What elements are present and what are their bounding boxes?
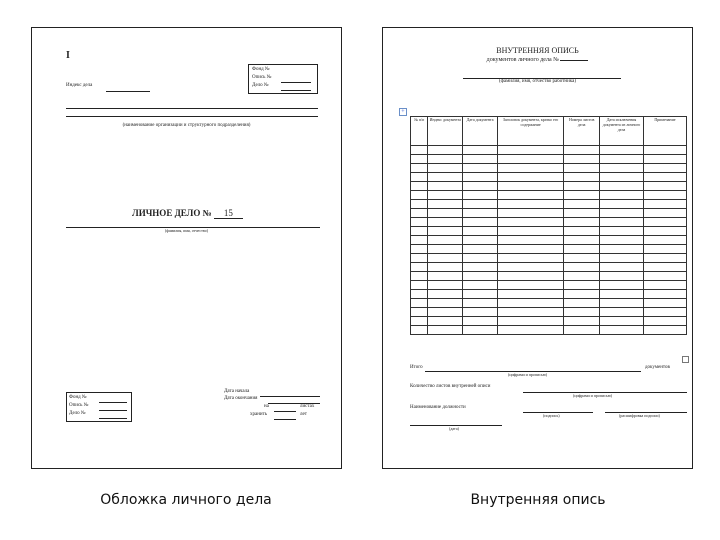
table-cell[interactable] [463,173,498,182]
table-cell[interactable] [564,200,600,209]
table-cell[interactable] [600,236,644,245]
total-suffix: документов [645,365,670,370]
table-cell[interactable] [564,317,600,326]
table-cell[interactable] [497,254,563,263]
date-caption: (дата) [449,426,459,431]
table-cell[interactable] [411,209,428,218]
table-cell[interactable] [463,299,498,308]
cover-mark: I [66,50,70,61]
table-row [411,299,687,308]
table-cell[interactable] [643,146,686,155]
inventory-label: Опись № [252,75,272,80]
table-cell[interactable] [643,290,686,299]
inventory-table [410,116,687,335]
table-cell[interactable] [643,308,686,317]
table-row [411,290,687,299]
table-cell[interactable] [643,236,686,245]
table-cell[interactable] [564,281,600,290]
table-cell[interactable] [463,236,498,245]
table-cell[interactable] [497,191,563,200]
digits-caption: (цифрами и прописью) [508,372,548,377]
table-cell[interactable] [428,245,463,254]
table-cell[interactable] [600,272,644,281]
column-header: Заголовок документа, кратко его содержание [497,117,563,146]
fund-label: Фонд № [69,395,87,400]
table-cell[interactable] [411,254,428,263]
table-cell[interactable] [643,281,686,290]
table-cell[interactable] [564,155,600,164]
position-label: Наименование должности [410,405,466,410]
table-cell[interactable] [643,263,686,272]
case-number: 15 [214,208,243,219]
table-cell[interactable] [564,272,600,281]
title-text: ЛИЧНОЕ ДЕЛО № [132,208,212,218]
table-cell[interactable] [463,245,498,254]
table-cell[interactable] [428,182,463,191]
table-cell[interactable] [600,245,644,254]
table-cell[interactable] [497,227,563,236]
column-header: Примечание [643,117,686,146]
cover-title [132,208,243,218]
table-cell[interactable] [463,317,498,326]
table-cell[interactable] [428,173,463,182]
table-cell[interactable] [497,308,563,317]
table-cell[interactable] [411,326,428,335]
table-row [411,272,687,281]
table-cell[interactable] [428,227,463,236]
table-cell[interactable] [428,263,463,272]
table-row [411,182,687,191]
table-cell[interactable] [428,299,463,308]
cover-page [31,27,342,469]
table-cell[interactable] [411,227,428,236]
table-cell[interactable] [411,155,428,164]
table-cell[interactable] [497,326,563,335]
table-cell[interactable] [428,200,463,209]
table-row [411,164,687,173]
table-cell[interactable] [600,146,644,155]
table-cell[interactable] [600,263,644,272]
table-cell[interactable] [643,227,686,236]
table-cell[interactable] [564,326,600,335]
table-cell[interactable] [411,263,428,272]
column-header: Номера листов дела [564,117,600,146]
fund-label: Фонд № [252,67,270,72]
table-cell[interactable] [411,236,428,245]
table-cell[interactable] [564,308,600,317]
table-cell[interactable] [497,173,563,182]
table-cell[interactable] [463,308,498,317]
table-cell[interactable] [564,182,600,191]
table-cell[interactable] [600,254,644,263]
table-cell[interactable] [600,164,644,173]
table-cell[interactable] [643,218,686,227]
table-cell[interactable] [643,200,686,209]
table-cell[interactable] [600,218,644,227]
table-row [411,173,687,182]
table-cell[interactable] [600,173,644,182]
table-cell[interactable] [411,281,428,290]
table-cell[interactable] [411,299,428,308]
table-cell[interactable] [497,155,563,164]
table-row [411,155,687,164]
table-cell[interactable] [564,254,600,263]
table-cell[interactable] [564,290,600,299]
table-row [411,245,687,254]
table-cell[interactable] [411,146,428,155]
table-cell[interactable] [600,182,644,191]
subtitle-text: документов личного дела № [486,57,559,63]
table-cell[interactable] [463,164,498,173]
table-cell[interactable] [463,290,498,299]
table-cell[interactable] [643,182,686,191]
sheets-label: Количество листов внутренней описи [410,384,491,389]
table-cell[interactable] [428,155,463,164]
table-cell[interactable] [463,263,498,272]
table-cell[interactable] [643,173,686,182]
table-row [411,263,687,272]
table-cell[interactable] [643,245,686,254]
table-row [411,236,687,245]
table-cell[interactable] [463,281,498,290]
table-cell[interactable] [564,191,600,200]
column-header: Дата документа [463,117,498,146]
table-cell[interactable] [411,182,428,191]
table-cell[interactable] [428,209,463,218]
table-cell[interactable] [428,236,463,245]
table-cell[interactable] [428,290,463,299]
table-cell[interactable] [463,155,498,164]
table-cell[interactable] [600,281,644,290]
table-cell[interactable] [643,164,686,173]
caption-inventory: Внутренняя опись [470,492,606,508]
table-cell[interactable] [600,200,644,209]
table-cell[interactable] [643,272,686,281]
table-cell[interactable] [428,272,463,281]
archive-box-bottom [66,392,132,422]
table-cell[interactable] [497,200,563,209]
table-row [411,191,687,200]
column-header: Индекс документа [428,117,463,146]
table-cell[interactable] [643,191,686,200]
caption-cover: Обложка личного дела [100,492,272,508]
store-label: хранить [250,412,268,417]
table-cell[interactable] [497,290,563,299]
table-move-handle-icon[interactable]: + [399,108,407,116]
table-cell[interactable] [600,308,644,317]
table-cell[interactable] [600,191,644,200]
table-cell[interactable] [411,290,428,299]
table-row [411,227,687,236]
table-cell[interactable] [564,227,600,236]
table-cell[interactable] [428,254,463,263]
table-cell[interactable] [428,191,463,200]
org-caption: (наименование организации и структурного подразделения) [122,123,251,128]
inventory-page [382,27,693,469]
column-header: Дата исключения документа из личного дела [600,117,644,146]
table-row [411,218,687,227]
table-cell[interactable] [428,281,463,290]
table-cell[interactable] [600,290,644,299]
table-cell[interactable] [463,209,498,218]
table-cell[interactable] [497,281,563,290]
table-cell[interactable] [564,173,600,182]
store-suffix: лет [300,412,307,417]
table-row [411,317,687,326]
table-cell[interactable] [411,173,428,182]
name-caption: (фамилия, имя, отчество) [164,228,209,233]
table-cell[interactable] [411,200,428,209]
table-cell[interactable] [564,164,600,173]
table-cell[interactable] [428,317,463,326]
table-cell[interactable] [411,164,428,173]
table-cell[interactable] [428,308,463,317]
digits-caption-2: (цифрами и прописью) [573,393,613,398]
table-cell[interactable] [428,164,463,173]
table-row [411,308,687,317]
table-cell[interactable] [643,317,686,326]
table-cell[interactable] [643,209,686,218]
table-cell[interactable] [497,218,563,227]
table-row [411,254,687,263]
table-row [411,200,687,209]
table-cell[interactable] [463,254,498,263]
table-cell[interactable] [600,299,644,308]
table-cell[interactable] [600,317,644,326]
table-row [411,146,687,155]
table-cell[interactable] [497,209,563,218]
table-cell[interactable] [411,272,428,281]
table-cell[interactable] [411,191,428,200]
table-cell[interactable] [497,272,563,281]
table-cell[interactable] [564,245,600,254]
table-cell[interactable] [564,299,600,308]
table-cell[interactable] [564,236,600,245]
table-cell[interactable] [497,245,563,254]
table-cell[interactable] [600,209,644,218]
table-cell[interactable] [497,263,563,272]
end-date-label: Дата окончания [224,396,258,401]
table-cell[interactable] [497,164,563,173]
inventory-subtitle [383,57,692,63]
case-label: Дело № [252,83,269,88]
case-label: Дело № [69,411,86,416]
inventory-title: ВНУТРЕННЯЯ ОПИСЬ [496,46,579,55]
inventory-label: Опись № [69,403,89,408]
table-row [411,209,687,218]
column-header: № п/п [411,117,428,146]
table-cell[interactable] [497,236,563,245]
sheets-prefix: на [264,404,269,409]
employee-caption: (фамилия, имя, отчество работника) [498,79,576,84]
total-label: Итого [410,365,423,370]
table-cell[interactable] [643,155,686,164]
table-cell[interactable] [497,299,563,308]
table-cell[interactable] [600,227,644,236]
table-cell[interactable] [463,218,498,227]
table-cell[interactable] [463,200,498,209]
table-cell[interactable] [643,326,686,335]
start-date-label: Дата начала [224,389,250,394]
table-cell[interactable] [600,326,644,335]
table-cell[interactable] [643,254,686,263]
table-cell[interactable] [564,218,600,227]
table-cell[interactable] [411,308,428,317]
sign-caption: (подпись) [543,413,560,418]
table-cell[interactable] [564,209,600,218]
table-cell[interactable] [463,191,498,200]
table-cell[interactable] [564,146,600,155]
table-cell[interactable] [463,146,498,155]
table-cell[interactable] [463,227,498,236]
table-cell[interactable] [463,272,498,281]
table-cell[interactable] [463,326,498,335]
table-cell[interactable] [497,146,563,155]
table-row [411,281,687,290]
table-cell[interactable] [411,317,428,326]
sheets-suffix: листах [300,404,315,409]
table-row [411,326,687,335]
table-cell[interactable] [497,182,563,191]
table-cell[interactable] [428,146,463,155]
table-cell[interactable] [564,263,600,272]
decode-caption: (расшифровка подписи) [619,413,660,418]
index-label: Индекс дела [66,83,93,88]
table-cell[interactable] [411,245,428,254]
archive-box-top [248,64,318,94]
table-cell[interactable] [411,218,428,227]
table-cell[interactable] [497,317,563,326]
table-cell[interactable] [428,326,463,335]
table-resize-handle[interactable] [682,356,689,363]
table-cell[interactable] [600,155,644,164]
table-cell[interactable] [428,218,463,227]
table-cell[interactable] [643,299,686,308]
table-cell[interactable] [463,182,498,191]
